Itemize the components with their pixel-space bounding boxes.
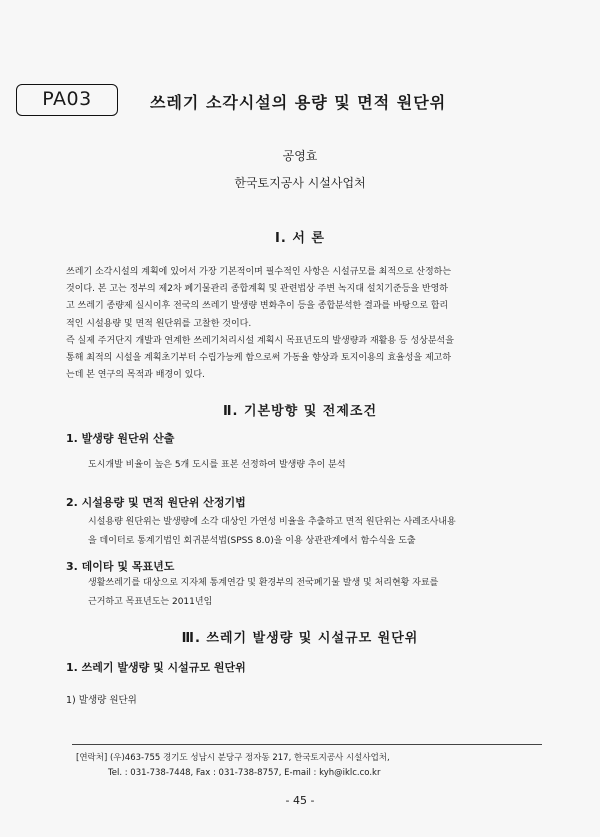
subsection-line: 을 데이터로 통계기법인 회귀분석법(SPSS 8.0)을 이용 상관관계에서 함수식을 도출 xyxy=(88,536,416,546)
subsection-text xyxy=(88,513,558,551)
subsection-heading: 2. 시설용량 및 면적 원단위 산정기법 xyxy=(66,496,246,509)
paper-code: PA03 xyxy=(42,88,92,110)
subsection-line: 생활쓰레기를 대상으로 지자체 통계연감 및 환경부의 전국폐기물 발생 및 처리현황 자료를 xyxy=(88,578,439,588)
intro-line: 적인 시설용량 및 면적 원단위를 고찰한 것이다. xyxy=(66,318,252,329)
intro-line: 쓰레기 소각시설의 계획에 있어서 가장 기본적이며 필수적인 사항은 시설규모를 최적으로 산정하는 xyxy=(66,267,452,277)
section-2-heading: Ⅱ. 기본방향 및 전제조건 xyxy=(222,404,378,419)
page-number: - 45 - xyxy=(285,794,315,807)
intro-line: 는데 본 연구의 목적과 배경이 있다. xyxy=(66,370,205,381)
footer-divider xyxy=(72,744,542,745)
paper-code-box xyxy=(16,84,118,116)
section-3-heading: Ⅲ. 쓰레기 발생량 및 시설규모 원단위 xyxy=(181,631,419,646)
subsection-line: 근거하고 목표년도는 2011년임 xyxy=(88,597,213,607)
intro-line: 즉 실제 주거단지 개발과 연계한 쓰레기처리시설 계획시 목표년도의 발생량과 재활용 등 성상분석을 xyxy=(66,335,454,346)
subsection-line: 시설용량 원단위는 발생량에 소각 대상인 가연성 비율을 추출하고 면적 원단위는 사례조사내용 xyxy=(88,517,456,527)
subsection-heading: 1. 발생량 원단위 산출 xyxy=(66,432,175,445)
footer-contact: [연락처] (우)463-755 경기도 성남시 분당구 정자동 217, 한국토지공사 시설사업처, xyxy=(76,753,390,763)
intro-line: 통해 최적의 시설을 계획초기부터 수립가능케 함으로써 가동율 향상과 토지이용의 효율성을 제고하 xyxy=(66,353,452,364)
sub-subsection-heading: 1) 발생량 원단위 xyxy=(66,695,137,706)
author-name: 공영효 xyxy=(282,149,318,163)
author-affiliation: 한국토지공사 시설사업처 xyxy=(234,176,366,190)
paper-title: 쓰레기 소각시설의 용량 및 면적 원단위 xyxy=(150,93,447,112)
introduction-paragraph xyxy=(66,264,556,384)
section-1-heading: Ⅰ. 서 론 xyxy=(275,231,325,246)
intro-line: 고 쓰레기 종량제 실시이후 전국의 쓰레기 발생량 변화추이 등을 종합분석한 결과를 바탕으로 합리 xyxy=(66,301,449,312)
subsection-text xyxy=(88,574,558,612)
footer-tel: Tel. : 031-738-7448, Fax : 031-738-8757, E-mail : kyh@iklc.co.kr xyxy=(108,768,381,778)
subsection-text: 도시개발 비율이 높은 5개 도시를 표본 선정하여 발생량 추이 분석 xyxy=(88,460,346,470)
subsection-heading: 1. 쓰레기 발생량 및 시설규모 원단위 xyxy=(66,661,246,674)
intro-line: 것이다. 본 고는 정부의 제2차 폐기물관리 종합계획 및 관련법상 주변 녹지대 설치기준등을 반영하 xyxy=(66,284,448,295)
subsection-heading: 3. 데이타 및 목표년도 xyxy=(66,560,175,573)
